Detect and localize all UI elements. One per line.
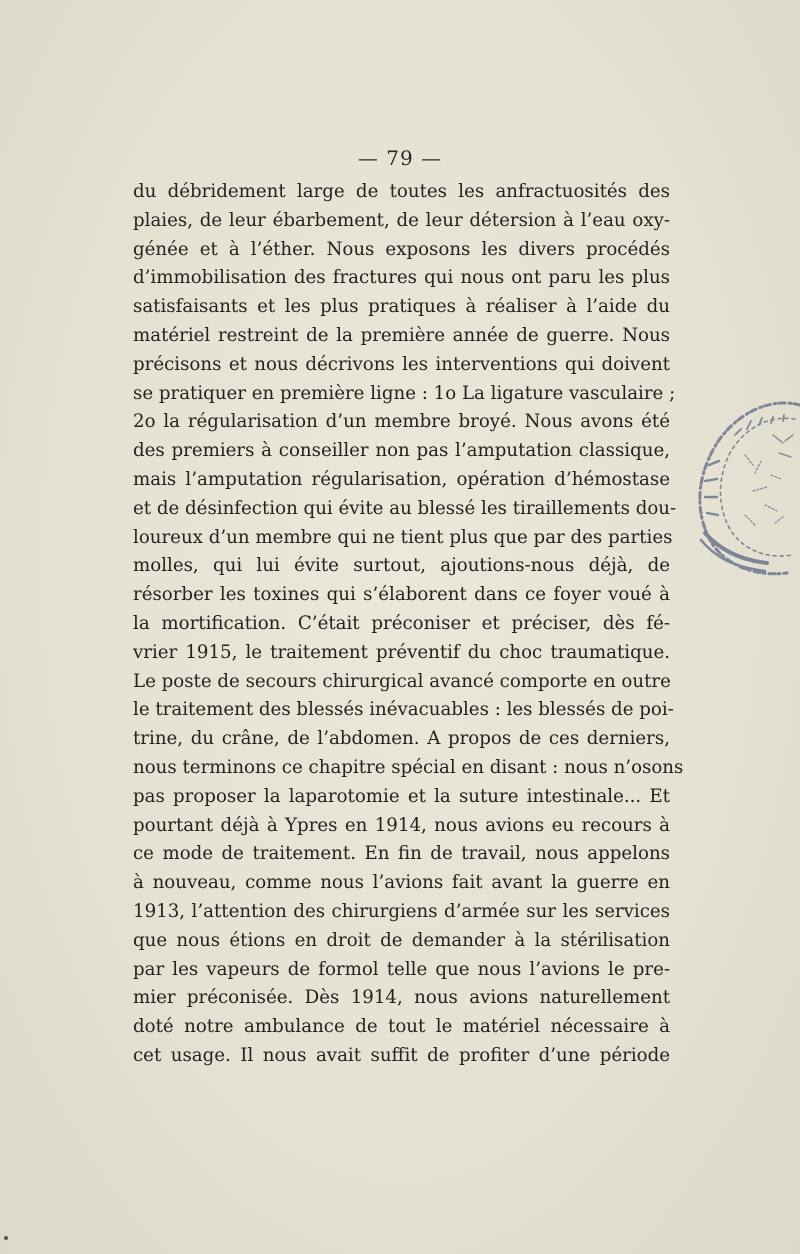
- text-line: par les vapeurs de formol telle que nous l’avions le pre-: [133, 958, 670, 980]
- text-line: que nous étions en droit de demander à la stérilisation: [133, 929, 670, 951]
- text-line: loureux d’un membre qui ne tient plus que par des parties: [133, 526, 673, 548]
- text-line: d’immobilisation des fractures qui nous ont paru les plus: [133, 267, 670, 289]
- text-line: satisfaisants et les plus pratiques à réaliser à l’aide du: [133, 296, 670, 318]
- text-line: trine, du crâne, de l’abdomen. A propos de ces derniers,: [133, 728, 670, 750]
- page-number: — 79 —: [357, 146, 443, 170]
- text-line: et de désinfection qui évite au blessé les tiraillements dou-: [133, 497, 677, 519]
- text-line: molles, qui lui évite surtout, ajoutions-nous déjà, de: [133, 555, 670, 577]
- text-line: nous terminons ce chapitre spécial en disant : nous n’osons: [133, 756, 684, 778]
- library-stamp: [675, 395, 800, 585]
- text-line: la mortification. C’était préconiser et préciser, dès fé-: [133, 612, 670, 634]
- text-line: le traitement des blessés inévacuables : les blessés de poi-: [133, 699, 674, 721]
- text-line: précisons et nous décrivons les interventions qui doivent: [133, 353, 670, 375]
- text-line: 1913, l’attention des chirurgiens d’armée sur les services: [133, 900, 670, 922]
- body-text: [133, 178, 684, 1071]
- text-line: matériel restreint de la première année de guerre. Nous: [133, 324, 670, 346]
- text-line: Le poste de secours chirurgical avancé comporte en outre: [133, 670, 671, 692]
- ink-speck: [4, 1236, 8, 1240]
- text-line: mier préconisée. Dès 1914, nous avions naturellement: [133, 987, 670, 1009]
- text-line: du débridement large de toutes les anfractuosités des: [133, 181, 670, 202]
- text-line: à nouveau, comme nous l’avions fait avant la guerre en: [133, 872, 670, 894]
- text-line: des premiers à conseiller non pas l’amputation classique,: [133, 440, 670, 462]
- text-line: pourtant déjà à Ypres en 1914, nous avions eu recours à: [133, 814, 670, 836]
- text-line: résorber les toxines qui s’élaborent dans ce foyer voué à: [133, 584, 670, 606]
- text-line: 2o la régularisation d’un membre broyé. Nous avons été: [133, 411, 670, 433]
- text-line: plaies, de leur ébarbement, de leur détersion à l’eau oxy-: [133, 209, 670, 231]
- text-line: pas proposer la laparotomie et la suture intestinale... Et: [133, 785, 670, 807]
- text-line: mais l’amputation régularisation, opération d’hémostase: [133, 468, 670, 490]
- text-line: cet usage. Il nous avait suffit de profiter d’une période: [133, 1044, 670, 1066]
- text-line: vrier 1915, le traitement préventif du choc traumatique.: [133, 641, 670, 663]
- text-line: se pratiquer en première ligne : 1o La ligature vasculaire ;: [133, 382, 676, 404]
- text-line: génée et à l’éther. Nous exposons les divers procédés: [133, 238, 670, 260]
- text-line: ce mode de traitement. En fin de travail, nous appelons: [133, 843, 670, 865]
- text-line: doté notre ambulance de tout le matériel nécessaire à: [133, 1016, 670, 1038]
